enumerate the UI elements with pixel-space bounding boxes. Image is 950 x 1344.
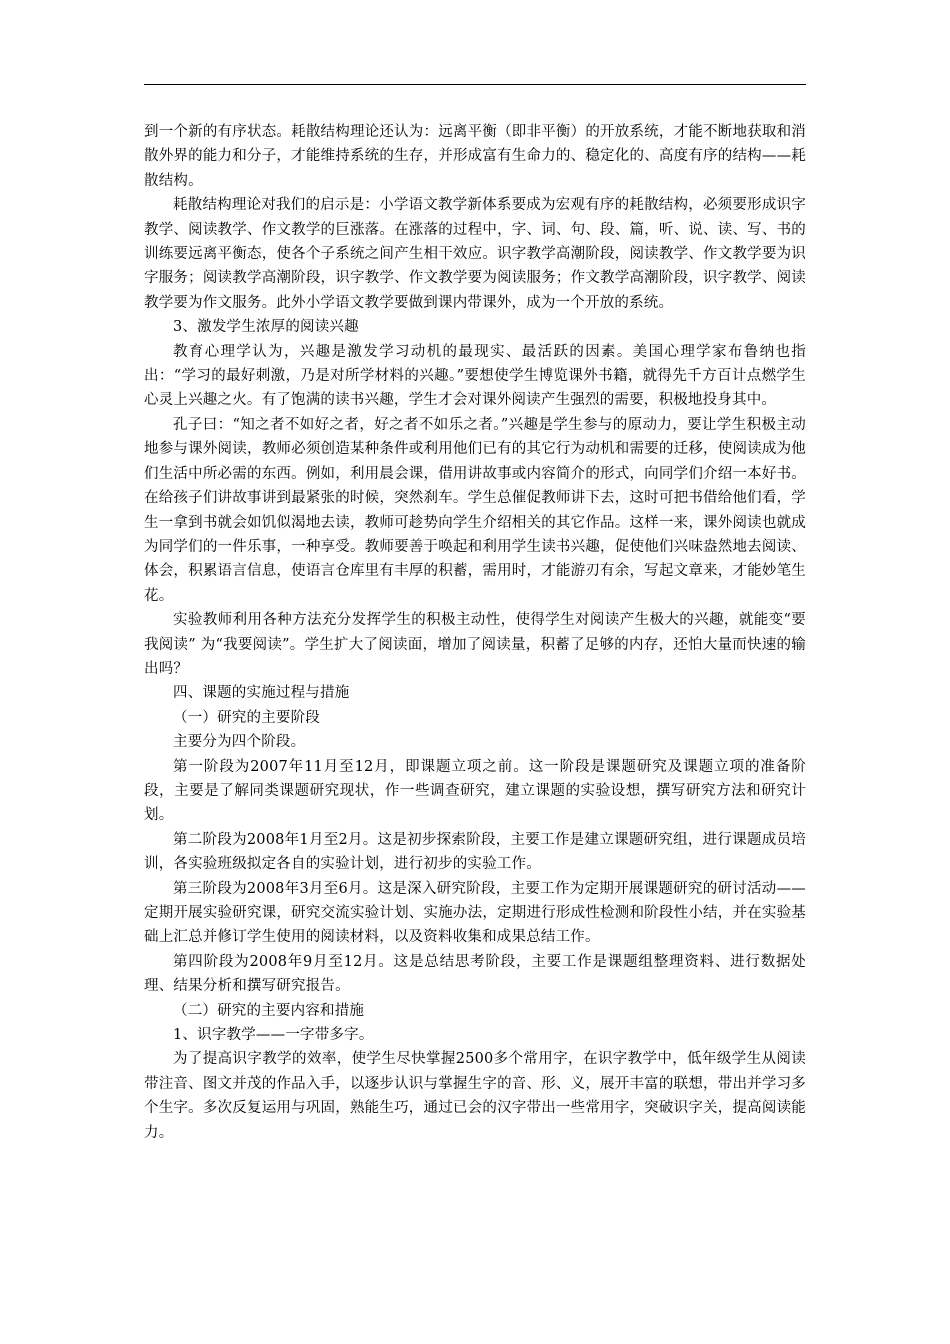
header-rule: [144, 84, 806, 85]
subsection-heading: （一）研究的主要阶段: [173, 709, 320, 726]
section-heading: 1、识字教学——一字带多字。: [173, 1027, 374, 1044]
paragraph: 第四阶段为2008年9月至12月。这是总结思考阶段，主要工作是课题组整理资料、进行数据处理、结果分析和撰写研究报告。: [144, 953, 806, 995]
paragraph: 第三阶段为2008年3月至6月。这是深入研究阶段，主要工作为定期开展课题研究的研讨活动——定期开展实验研究课，研究交流实验计划、实施办法，定期进行形成性检测和阶段性小结，并在实验基础上汇总并修订学生使用的阅读材料，以及资料收集和成果总结工作。: [144, 880, 806, 946]
subsection-heading: （二）研究的主要内容和措施: [173, 1002, 365, 1019]
paragraph: 主要分为四个阶段。: [173, 734, 306, 751]
section-heading: 3、激发学生浓厚的阅读兴趣: [173, 319, 359, 336]
section-heading: 四、课题的实施过程与措施: [173, 685, 350, 702]
paragraph: 第二阶段为2008年1月至2月。这是初步探索阶段，主要工作是建立课题研究组，进行课题成员培训，各实验班级拟定各自的实验计划，进行初步的实验工作。: [144, 831, 806, 873]
paragraph: 到一个新的有序状态。耗散结构理论还认为：远离平衡（即非平衡）的开放系统，才能不断地获取和消散外界的能力和分子，才能维持系统的生存，并形成富有生命力的、稳定化的、高度有序的结构——耗散结构。: [144, 124, 806, 189]
document-body: [144, 120, 806, 1145]
paragraph: 教育心理学认为，兴趣是激发学习动机的最现实、最活跃的因素。美国心理学家布鲁纳也指出：“学习的最好刺激，乃是对所学材料的兴趣。”要想使学生博览课外书籍，就得先千方百计点燃学生心灵上兴趣之火。有了饱满的读书兴趣，学生才会对课外阅读产生强烈的需要，积极地投身其中。: [144, 343, 806, 409]
paragraph: 实验教师利用各种方法充分发挥学生的积极主动性，使得学生对阅读产生极大的兴趣，就能变“要我阅读” 为“我要阅读”。学生扩大了阅读面，增加了阅读量，积蓄了足够的内存，还怕大量而快速的输出吗？: [144, 612, 806, 677]
paragraph: 为了提高识字教学的效率，使学生尽快掌握2500多个常用字，在识字教学中，低年级学生从阅读带注音、图文并茂的作品入手，以逐步认识与掌握生字的音、形、义，展开丰富的联想，带出并学习多个生字。多次反复运用与巩固，熟能生巧，通过已会的汉字带出一些常用字，突破识字关，提高阅读能力。: [144, 1051, 806, 1141]
paragraph: 第一阶段为2007年11月至12月，即课题立项之前。这一阶段是课题研究及课题立项的准备阶段，主要是了解同类课题研究现状，作一些调查研究，建立课题的实验设想，撰写研究方法和研究计划。: [144, 758, 806, 824]
paragraph: 耗散结构理论对我们的启示是：小学语文教学新体系要成为宏观有序的耗散结构，必须要形成识字教学、阅读教学、作文教学的巨涨落。在涨落的过程中，字、词、句、段、篇，听、说、读、写、书的训练要远离平衡态，使各个子系统之间产生相干效应。识字教学高潮阶段，阅读教学、作文教学要为识字服务；阅读教学高潮阶段，识字教学、作文教学要为阅读服务；作文教学高潮阶段，识字教学、阅读教学要为作文服务。此外小学语文教学要做到课内带课外，成为一个开放的系统。: [144, 197, 806, 311]
paragraph: 孔子曰：“知之者不如好之者，好之者不如乐之者。”兴趣是学生参与的原动力，要让学生积极主动地参与课外阅读，教师必须创造某种条件或利用他们已有的其它行为动机和需要的迁移，使阅读成为他们生活中所必需的东西。例如，利用晨会课，借用讲故事或内容简介的形式，向同学们介绍一本好书。在给孩子们讲故事讲到最紧张的时候，突然刹车。学生总催促教师讲下去，这时可把书借给他们看，学生一拿到书就会如饥似渴地去读，教师可趁势向学生介绍相关的其它作品。这样一来，课外阅读也就成为同学们的一件乐事，一种享受。教师要善于唤起和利用学生读书兴趣，促使他们兴味盎然地去阅读、体会，积累语言信息，使语言仓库里有丰厚的积蓄，需用时，才能游刃有余，写起文章来，才能妙笔生花。: [144, 416, 806, 604]
